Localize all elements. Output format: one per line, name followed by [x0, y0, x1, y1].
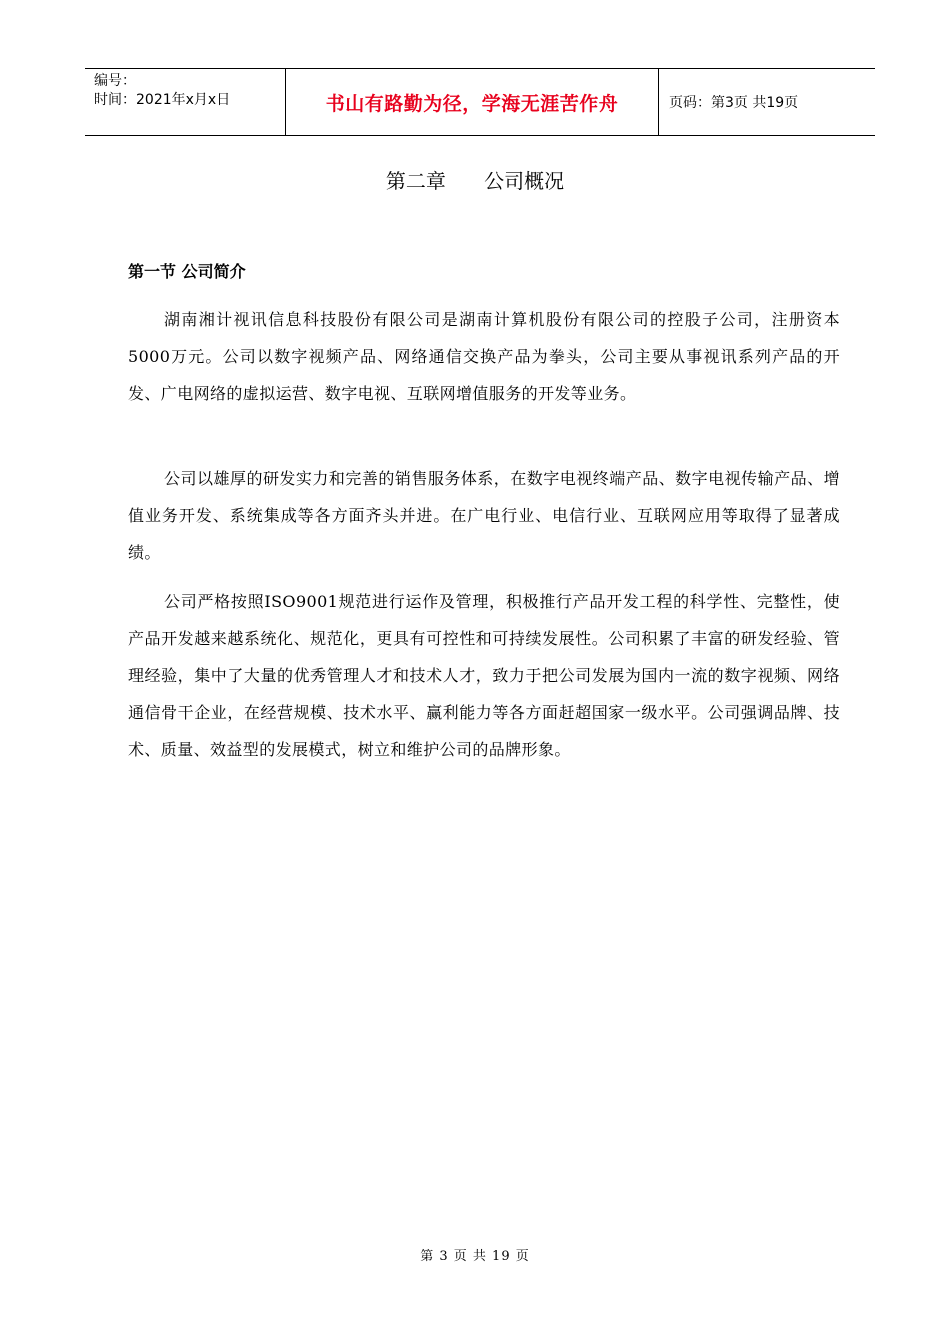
header-meta-cell [85, 69, 286, 135]
body-paragraph: 公司以雄厚的研发实力和完善的销售服务体系，在数字电视终端产品、数字电视传输产品、增值业务开发、系统集成等各方面齐头并进。在广电行业、电信行业、互联网应用等取得了显著成绩。 [128, 469, 840, 562]
serial-number-label: 编号： [94, 73, 136, 89]
page-footer-number: 第 3 页 共 19 页 [420, 1249, 530, 1264]
header-page-info: 页码：第3页 共19页 [669, 95, 799, 111]
header-motto-cell [286, 69, 659, 135]
section-heading: 第一节 公司简介 [128, 262, 246, 281]
chapter-title: 第二章 公司概况 [385, 169, 565, 193]
body-paragraph: 湖南湘计视讯信息科技股份有限公司是湖南计算机股份有限公司的控股子公司，注册资本5000万元。公司以数字视频产品、网络通信交换产品为拳头，公司主要从事视讯系列产品的开发、广电网络的虚拟运营、数字电视、互联网增值服务的开发等业务。 [128, 310, 840, 403]
header-page-cell [659, 69, 875, 135]
motto-text: 书山有路勤为径，学海无涯苦作舟 [325, 92, 619, 115]
date-label: 时间：2021年x月x日 [94, 92, 231, 108]
body-paragraph: 公司严格按照ISO9001规范进行运作及管理，积极推行产品开发工程的科学性、完整性，使产品开发越来越系统化、规范化，更具有可控性和可持续发展性。公司积累了丰富的研发经验、管理经验，集中了大量的优秀管理人才和技术人才，致力于把公司发展为国内一流的数字视频、网络通信骨干企业，在经营规模、技术水平、赢利能力等各方面赶超国家一级水平。公司强调品牌、技术、质量、效益型的发展模式，树立和维护公司的品牌形象。 [128, 592, 840, 759]
page-header-table [85, 68, 875, 136]
